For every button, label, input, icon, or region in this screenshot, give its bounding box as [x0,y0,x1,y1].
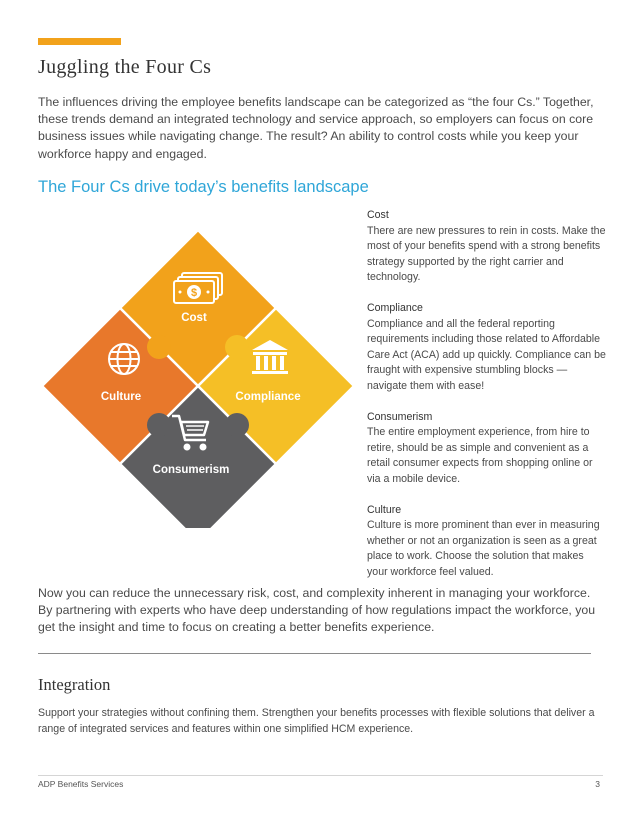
outro-paragraph: Now you can reduce the unnecessary risk, cost, and complexity inherent in managing your workforce. By partnering with experts who have deep understanding of how regulations impact the workforce, you get the insight and time to focus on creating a better benefits experience. [38,586,596,635]
description-title: Culture [367,503,402,516]
puzzle-knob [225,413,249,437]
description-title: Compliance [367,301,423,314]
puzzle-knob [147,335,171,359]
section-subheading: The Four Cs drive today’s benefits landscape [38,178,369,196]
description-text: There are new pressures to rein in costs. Make the most of your benefits spend with a strong benefits strategy supported by the right carrier and technology. [367,224,606,284]
footer-divider [38,775,603,776]
accent-bar [38,38,121,45]
compliance-label: Compliance [235,391,301,403]
consumerism-description [367,410,607,488]
consumerism-label: Consumerism [152,464,230,476]
four-cs-descriptions [367,208,607,595]
footer-label: ADP Benefits Services [38,779,124,789]
svg-text:$: $ [190,287,198,299]
culture-description [367,503,607,581]
money-icon [174,273,222,303]
description-title: Cost [367,209,389,221]
cost-label: Cost [181,312,207,324]
intro-paragraph: The influences driving the employee benefits landscape can be categorized as “the four Cs.” Together, these trends demand an integrated technology and service approach, so employers can focus on core business issues while navigating change. The result? An ability to control costs while you keep your workforce happy and engaged. [38,95,594,161]
four-cs-diagram [40,228,360,528]
integration-heading: Integration [38,675,111,694]
culture-label: Culture [100,391,142,403]
cost-description [367,208,607,286]
page-title: Juggling the Four Cs [38,56,212,78]
puzzle-knob [147,413,171,437]
integration-paragraph: Support your strategies without confining them. Strengthen your benefits processes with flexible solutions that deliver a range of integrated services and features within one simplified HCM experience. [38,707,595,735]
compliance-description [367,301,607,395]
puzzle-knob [225,335,249,359]
description-title: Consumerism [367,410,433,423]
description-text: The entire employment experience, from hire to retire, should be as simple and convenient as a retail consumer expects from shopping online or via a mobile device. [367,426,593,485]
page-number: 3 [595,779,600,789]
description-text: Compliance and all the federal reporting requirements including those related to Affordable Care Act (ACA) add up quickly. Compliance can be fraught with expensive stumbling blocks — navigate them with ease! [367,317,606,392]
section-divider [38,653,591,654]
description-text: Culture is more prominent than ever in measuring whether or not an organization is seen as a great place to work. Choose the solution that makes your workforce feel valued. [367,519,600,578]
